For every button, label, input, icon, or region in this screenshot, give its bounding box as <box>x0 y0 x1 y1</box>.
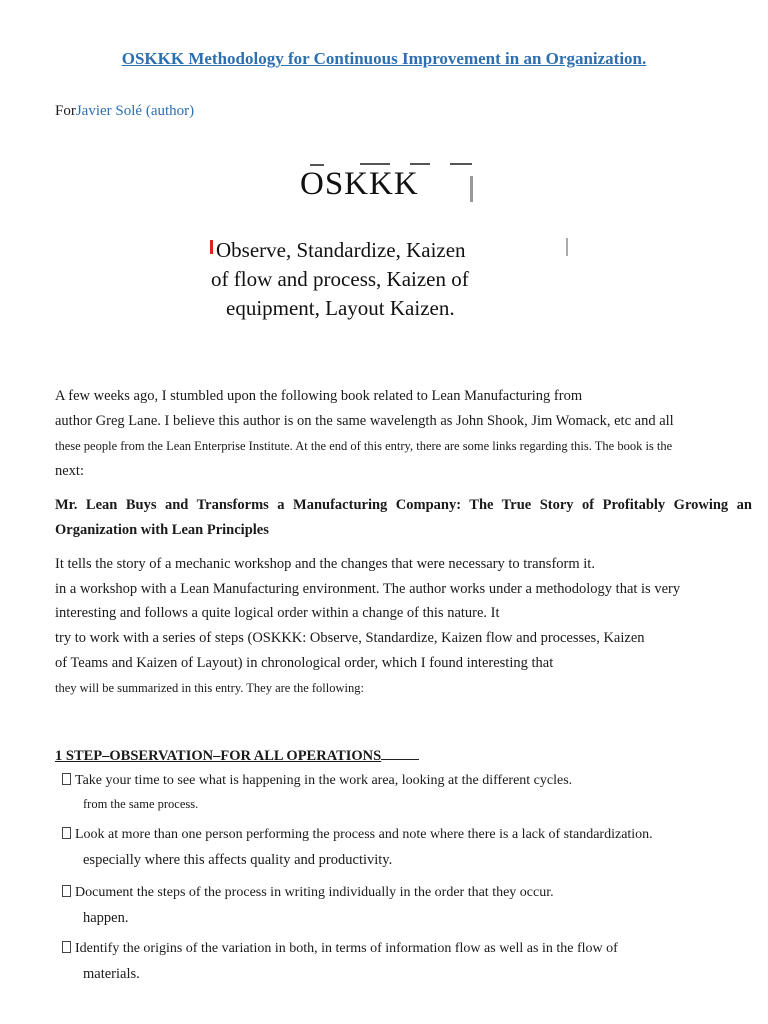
banner-artifact <box>360 163 390 165</box>
step1-heading-text: 1 STEP–OBSERVATION–FOR ALL OPERATIONS <box>55 748 382 764</box>
banner-artifact <box>410 163 430 165</box>
banner-artifact <box>210 240 213 254</box>
body-line: It tells the story of a mechanic workshop and the changes that were necessary to transform it. <box>55 556 595 572</box>
book-title-line: Mr. Lean Buys and Transforms a Manufacturing Company: The True Story of Profitably Growing an <box>55 497 752 513</box>
oskkk-banner-image <box>200 158 580 328</box>
bullet-item <box>62 827 653 843</box>
byline-prefix: For <box>55 103 76 119</box>
bullet-icon <box>62 941 71 953</box>
body-line: interesting and follows a quite logical order within a change of this nature. It <box>55 605 500 621</box>
bullet-icon <box>62 773 71 785</box>
bullet-text: Take your time to see what is happening in the work area, looking at the different cycles. <box>75 773 573 788</box>
body-line: in a workshop with a Lean Manufacturing environment. The author works under a methodology that is very <box>55 581 681 597</box>
document-title[interactable]: OSKKK Methodology for Continuous Improvement in an Organization. <box>121 49 647 68</box>
banner-heading: OSKKK <box>300 166 419 202</box>
banner-artifact <box>470 176 473 202</box>
intro-line: these people from the Lean Enterprise Institute. At the end of this entry, there are some links regarding this. The book is the <box>55 439 673 453</box>
banner-line-2: of flow and process, Kaizen of <box>211 267 469 291</box>
bullet-item <box>62 941 618 957</box>
intro-line: author Greg Lane. I believe this author is on the same wavelength as John Shook, Jim Womack, etc and all <box>55 413 674 429</box>
bullet-icon <box>62 885 71 897</box>
bullet-continuation: from the same process. <box>83 797 199 811</box>
bullet-continuation: especially where this affects quality and productivity. <box>83 852 393 868</box>
banner-artifact <box>566 238 568 256</box>
bullet-text: Identify the origins of the variation in both, in terms of information flow as well as in the flow of <box>75 941 618 956</box>
body-line: try to work with a series of steps (OSKKK: Observe, Standardize, Kaizen flow and processes, Kaizen <box>55 630 645 646</box>
banner-line-3: equipment, Layout Kaizen. <box>226 296 455 320</box>
bullet-text: Look at more than one person performing the process and note where there is a lack of standardization. <box>75 827 653 842</box>
bullet-item <box>62 885 554 901</box>
book-title-line: Organization with Lean Principles <box>55 522 269 538</box>
heading-underline-gap <box>381 747 419 760</box>
bullet-icon <box>62 827 71 839</box>
bullet-text: Document the steps of the process in writing individually in the order that they occur. <box>75 885 554 900</box>
author-link[interactable]: Javier Solé (author) <box>75 103 195 119</box>
banner-artifact <box>450 163 472 165</box>
bullet-continuation: happen. <box>83 910 129 926</box>
banner-line-1: Observe, Standardize, Kaizen <box>216 238 466 262</box>
step1-heading <box>55 747 419 765</box>
intro-line: A few weeks ago, I stumbled upon the following book related to Lean Manufacturing from <box>55 388 583 404</box>
byline <box>55 103 194 120</box>
body-line: of Teams and Kaizen of Layout) in chronological order, which I found interesting that <box>55 655 554 671</box>
bullet-continuation: materials. <box>83 966 140 982</box>
body-line: they will be summarized in this entry. They are the following: <box>55 681 364 695</box>
intro-line: next: <box>55 463 84 479</box>
bullet-item <box>62 773 572 789</box>
